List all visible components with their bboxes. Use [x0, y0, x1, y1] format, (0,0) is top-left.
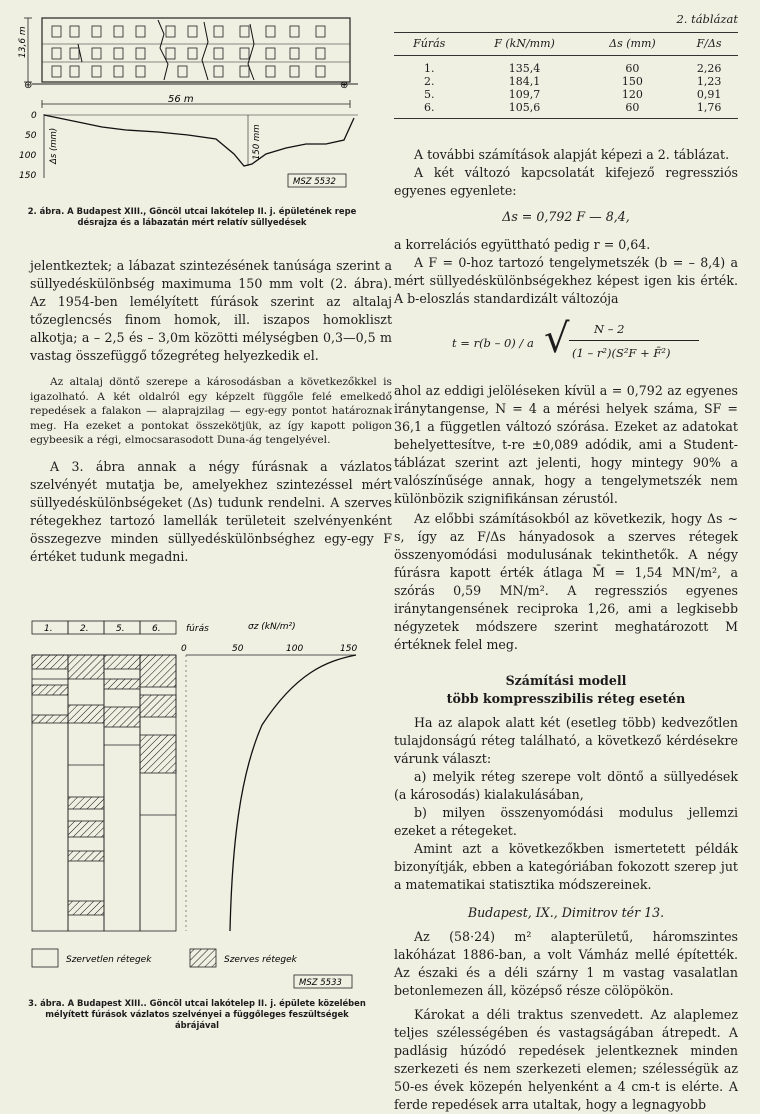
legend-inorganic-label: Szervetlen rétegek — [66, 955, 152, 965]
right-paragraph-3: a korrelációs együttható pedig r = 0,64. — [394, 237, 651, 252]
legend-organic-swatch — [190, 949, 216, 967]
marker-right-icon: ⊕ — [340, 80, 349, 91]
fig2-y-axis-label: Δs (mm) — [49, 127, 59, 164]
table-cell: 0,91 — [696, 88, 722, 101]
table-2-title: 2. táblázat — [676, 12, 738, 26]
fig2-annotation: 150 mm — [252, 124, 262, 160]
right-paragraph-6: Az előbbi számításokból az következik, hogy Δs ~ s, így az F/Δs hányadosok a szerves rétegek összenyomódási modulusának tekinthetők. A négy fúrásra kapott érték átlaga M̄ = 1,54 MN/m², a szórás 0,59 MN/m². A regressziós egyenes iránytangensének reciproka 1,26, ami a legkisebb négyzetek módszere szerint meghatározott M értéknek felel meg. — [394, 511, 738, 652]
t-formula-numerator: N – 2 — [594, 322, 625, 336]
fig2-y-tick: 50 — [25, 131, 37, 141]
figure-2 — [18, 14, 378, 194]
table-cell: 60 — [585, 101, 681, 119]
legend-organic-label: Szerves rétegek — [224, 955, 297, 965]
right-paragraph-11: Károkat a déli traktus szenvedett. Az alaplemez teljes szélességében és vastagságában átrepedt. A padlásig húzódó repedések jelentkeznek minden szerkezeti és nem szerkezeti elemen; szélességük az 50-es évek közepén helyenként a 4 cm-t is elérte. A ferde repedések arra utaltak, hogy a legnagyobb — [394, 1007, 738, 1112]
table-cell: 1,23 — [696, 75, 722, 88]
table-header-cell: F/Δs — [680, 33, 738, 56]
table-cell: 120 — [621, 88, 643, 101]
list-item-b: b) milyen összenyomódási modulus jellemzi ezeket a rétegeket. — [394, 805, 738, 838]
right-paragraph-1: A további számítások alapját képezi a 2. táblázat. — [414, 147, 730, 162]
table-row — [394, 101, 738, 119]
fig3-stamp: MSZ 5533 — [299, 978, 342, 988]
facade-windows — [52, 26, 325, 77]
table-cell: 109,7 — [508, 88, 541, 101]
stress-tick: 0 — [181, 644, 187, 654]
left-paragraph-1: jelentkeztek; a lábazat szintezésének tanúsága szerint a süllyedéskülönbség maximuma 150 mm volt (2. ábra). Az 1954-ben lemélyített fúrások szerint az altalaj tőzeglencsés finom homok, ill. iszapos homokliszt alkotja; a – 2,5 és – 3,0m közötti mélységben 0,3—0,5 m vastag összefüggő tőzegréteg helyezkedik el. — [30, 258, 392, 363]
borehole-label: 5. — [116, 624, 125, 634]
figure-3 — [26, 615, 376, 995]
table-header-row — [394, 33, 738, 56]
table-header-cell: Δs (mm) — [585, 33, 681, 56]
fig3-stress-label: σz (kN/m²) — [248, 622, 296, 632]
fig2-length-label: 56 m — [168, 94, 194, 105]
table-header-cell: Fúrás — [394, 33, 464, 56]
left-paragraph-2: Az altalaj döntő szerepe a károsodásban a következőkkel is igazolható. A két oldalról egy képzelt függőle felé emelkedő repedések a falakon — alaprajzilag — egy-egy pontot határoznak meg. Ha ezeket a pontokat összekötjük, az így kapott poligon egybeesik a régi, elmocsarasodott Duna-ág tengelyével. — [30, 376, 392, 447]
table-cell: 1. — [423, 62, 435, 75]
t-formula — [394, 314, 738, 376]
list-item-a: a) melyik réteg szerepe volt döntő a süllyedések (a károsodás) kialakulásában, — [394, 769, 738, 802]
table-header-cell: F (kN/mm) — [464, 33, 584, 56]
borehole-columns — [32, 655, 176, 931]
right-paragraph-2: A két változó kapcsolatát kifejező regressziós egyenes egyenlete: — [394, 165, 738, 198]
fig2-height-label: 13,6 m — [18, 26, 28, 58]
table-row — [394, 75, 738, 88]
table-cell: 2,26 — [696, 62, 722, 75]
fig2-y-tick: 0 — [31, 111, 37, 121]
figure-3-caption: 3. ábra. A Budapest XIII.. Göncöl utcai lakótelep II. j. épülete közelében mélyített fúrások vázlatos szelvényei a függőleges feszültségek ábrájával — [28, 998, 366, 1030]
table-cell: 105,6 — [464, 101, 584, 119]
right-paragraph-10: Az (58·24) m² alapterületű, háromszintes lakóházat 1886-ban, a volt Vámház mellé építették. Az északi és a déli szárny 1 m vastag vasalatlan betonlemezen áll, középső része cölöpökön. — [394, 929, 738, 998]
legend-inorganic-swatch — [32, 949, 58, 967]
table-row — [394, 88, 738, 101]
marker-left-icon: ⊕ — [24, 80, 33, 91]
figure-2-caption: 2. ábra. A Budapest XIII., Göncöl utcai lakótelep II. j. épületének repe désrajza és a lábazatán mért relatív süllyedések — [27, 206, 357, 227]
fig2-stamp: MSZ 5532 — [293, 177, 336, 187]
building-facade — [42, 18, 350, 82]
fig2-y-tick: 150 — [19, 171, 37, 181]
right-paragraph-9: Amint azt a következőkben ismertetett példák bizonyítják, ebben a kategóriában fokozott szerep jut a matematikai statisztika módszereinek. — [394, 841, 738, 892]
sqrt-icon: √ — [544, 316, 570, 362]
table-cell: 135,4 — [508, 62, 541, 75]
stress-tick: 50 — [232, 644, 244, 654]
fig3-boreholes-label: fúrás — [186, 624, 209, 634]
right-paragraph-5: ahol az eddigi jelöléseken kívül a = 0,792 az egyenes iránytangense, N = 4 a mérési helyek száma, SF = 36,1 a független változó szórása. Ezeket az adatokat behelyettesítve, t-re ±0,089 adódik, ami a Student-táblázat szerint azt jelenti, hogy mintegy 90% a valószínűsége annak, hogy a tengelymetszék nem különbözik szignifikánsan zérustól. — [394, 383, 738, 506]
regression-equation: Δs = 0,792 F — 8,4, — [502, 209, 630, 224]
table-cell: 150 — [621, 75, 643, 88]
table-cell: 2. — [423, 75, 435, 88]
section-heading-2: több kompresszibilis réteg esetén — [446, 691, 686, 706]
table-row — [394, 56, 738, 76]
stress-tick: 100 — [286, 644, 304, 654]
stress-tick: 150 — [340, 644, 358, 654]
section-heading-1: Számítási modell — [505, 673, 627, 688]
fig2-y-tick: 100 — [19, 151, 37, 161]
settlement-curve — [44, 115, 354, 166]
table-cell: 60 — [625, 62, 640, 75]
borehole-label: 1. — [44, 624, 53, 634]
table-cell: 6. — [394, 101, 464, 119]
t-formula-lhs: t = r(b – 0) / a — [452, 336, 534, 350]
borehole-label: 2. — [80, 624, 89, 634]
right-paragraph-7: Ha az alapok alatt két (esetleg több) kedvezőtlen tulajdonságú réteg található, a következő kérdésekre várunk választ: — [394, 715, 738, 766]
t-formula-denominator: (1 – r²)(S²F + F̄²) — [572, 346, 671, 360]
table-2 — [394, 32, 738, 119]
borehole-label: 6. — [152, 624, 161, 634]
table-cell: 5. — [423, 88, 435, 101]
borehole-header — [32, 621, 176, 634]
right-paragraph-4: A F = 0-hoz tartozó tengelymetszék (b = – 8,4) a mért süllyedéskülönbségekhez képest igen kis érték. A b-eloszlás standardizált változója — [394, 255, 738, 306]
table-cell: 1,76 — [680, 101, 738, 119]
table-cell: 184,1 — [508, 75, 541, 88]
stress-curve — [230, 655, 356, 931]
left-paragraph-3: A 3. ábra annak a négy fúrásnak a vázlatos szelvényét mutatja be, amelyekhez szintezéssel mért süllyedéskülönbségeket (Δs) tudunk rendelni. A szerves rétegekhez tartozó lamellák területeit szelvényenként összegezve minden süllyedéskülönbséghez egy-egy F értéket tudunk megadni. — [30, 458, 392, 564]
location-heading: Budapest, IX., Dimitrov tér 13. — [467, 905, 665, 920]
